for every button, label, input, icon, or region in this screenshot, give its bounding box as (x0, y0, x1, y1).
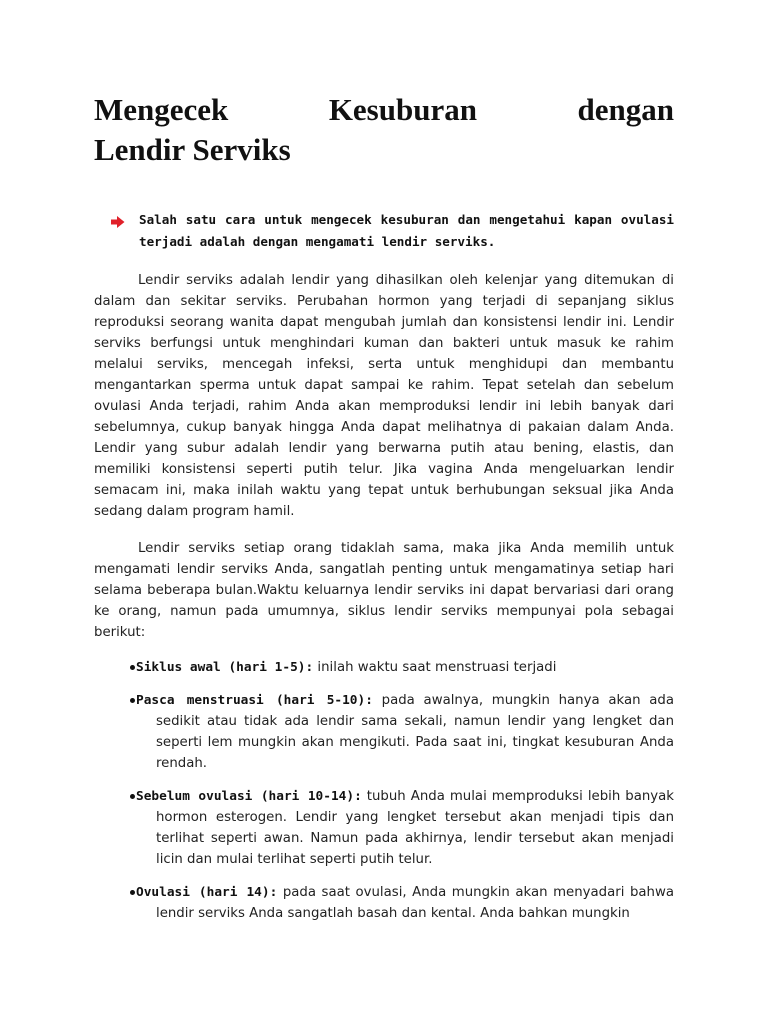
title-word: dengan (577, 92, 674, 127)
phase-description: inilah waktu saat menstruasi terjadi (313, 660, 557, 675)
phase-description: pada awalnya, mungkin hanya akan ada sedikit atau tidak ada lendir sama sekali, namun lendir yang lengket dan seperti lem mungkin akan mengikuti. Pada saat ini, tingkat kesuburan Anda rendah. (156, 693, 674, 771)
phase-term: Siklus awal (hari 1-5): (136, 660, 314, 675)
title-line-2: Lendir Serviks (94, 132, 291, 167)
summary-callout (111, 209, 674, 253)
page-title (94, 90, 674, 170)
cycle-phase-list (94, 657, 674, 924)
phase-description: tubuh Anda mulai memproduksi lebih banyak hormon esterogen. Lendir yang lengket tersebut akan menjadi tipis dan terlihat seperti awan. Namun pada akhirnya, lendir tersebut akan menjadi licin dan mulai terlihat seperti putih telur. (156, 789, 674, 867)
body-paragraph: Lendir serviks setiap orang tidaklah sama, maka jika Anda memilih untuk mengamati lendir serviks Anda, sangatlah penting untuk mengamatinya setiap hari selama beberapa bulan.Waktu keluarnya lendir serviks ini dapat bervariasi dari orang ke orang, namun pada umumnya, siklus lendir serviks mempunyai pola sebagai berikut: (94, 541, 674, 640)
list-item (130, 657, 674, 678)
title-word: Mengecek (94, 92, 229, 127)
phase-description: pada saat ovulasi, Anda mungkin akan menyadari bahwa lendir serviks Anda sangatlah basah dan kental. Anda bahkan mungkin (156, 885, 675, 921)
title-line-1 (94, 90, 674, 130)
list-item (130, 690, 674, 774)
phase-term: Ovulasi (hari 14): (136, 885, 278, 900)
body-paragraph: Lendir serviks adalah lendir yang dihasilkan oleh kelenjar yang ditemukan di dalam dan sekitar serviks. Perubahan hormon yang terjadi di sepanjang siklus reproduksi seorang wanita dapat mengubah jumlah dan konsistensi lendir ini. Lendir serviks berfungsi untuk menghindari kuman dan bakteri untuk masuk ke rahim melalui serviks, mencegah infeksi, serta untuk menghidupi dan membantu mengantarkan sperma untuk dapat sampai ke rahim. Tepat setelah dan sebelum ovulasi Anda terjadi, rahim Anda akan memproduksi lendir ini lebih banyak dari sebelumnya, cukup banyak hingga Anda dapat melihatnya di pakaian dalam Anda. Lendir yang subur adalah lendir yang berwarna putih atau bening, elastis, dan memiliki konsistensi seperti putih telur. Jika vagina Anda mengeluarkan lendir semacam ini, maka inilah waktu yang tepat untuk berhubungan seksual jika Anda sedang dalam program hamil. (94, 273, 674, 519)
list-item (130, 882, 674, 924)
callout-text: Salah satu cara untuk mengecek kesuburan dan mengetahui kapan ovulasi terjadi adalah dengan mengamati lendir serviks. (139, 212, 674, 249)
phase-term: Sebelum ovulasi (hari 10-14): (136, 789, 362, 804)
list-item (130, 786, 674, 870)
red-arrow-bullet-icon (111, 209, 139, 253)
title-word: Kesuburan (328, 92, 477, 127)
phase-term: Pasca menstruasi (hari 5-10): (136, 693, 373, 708)
